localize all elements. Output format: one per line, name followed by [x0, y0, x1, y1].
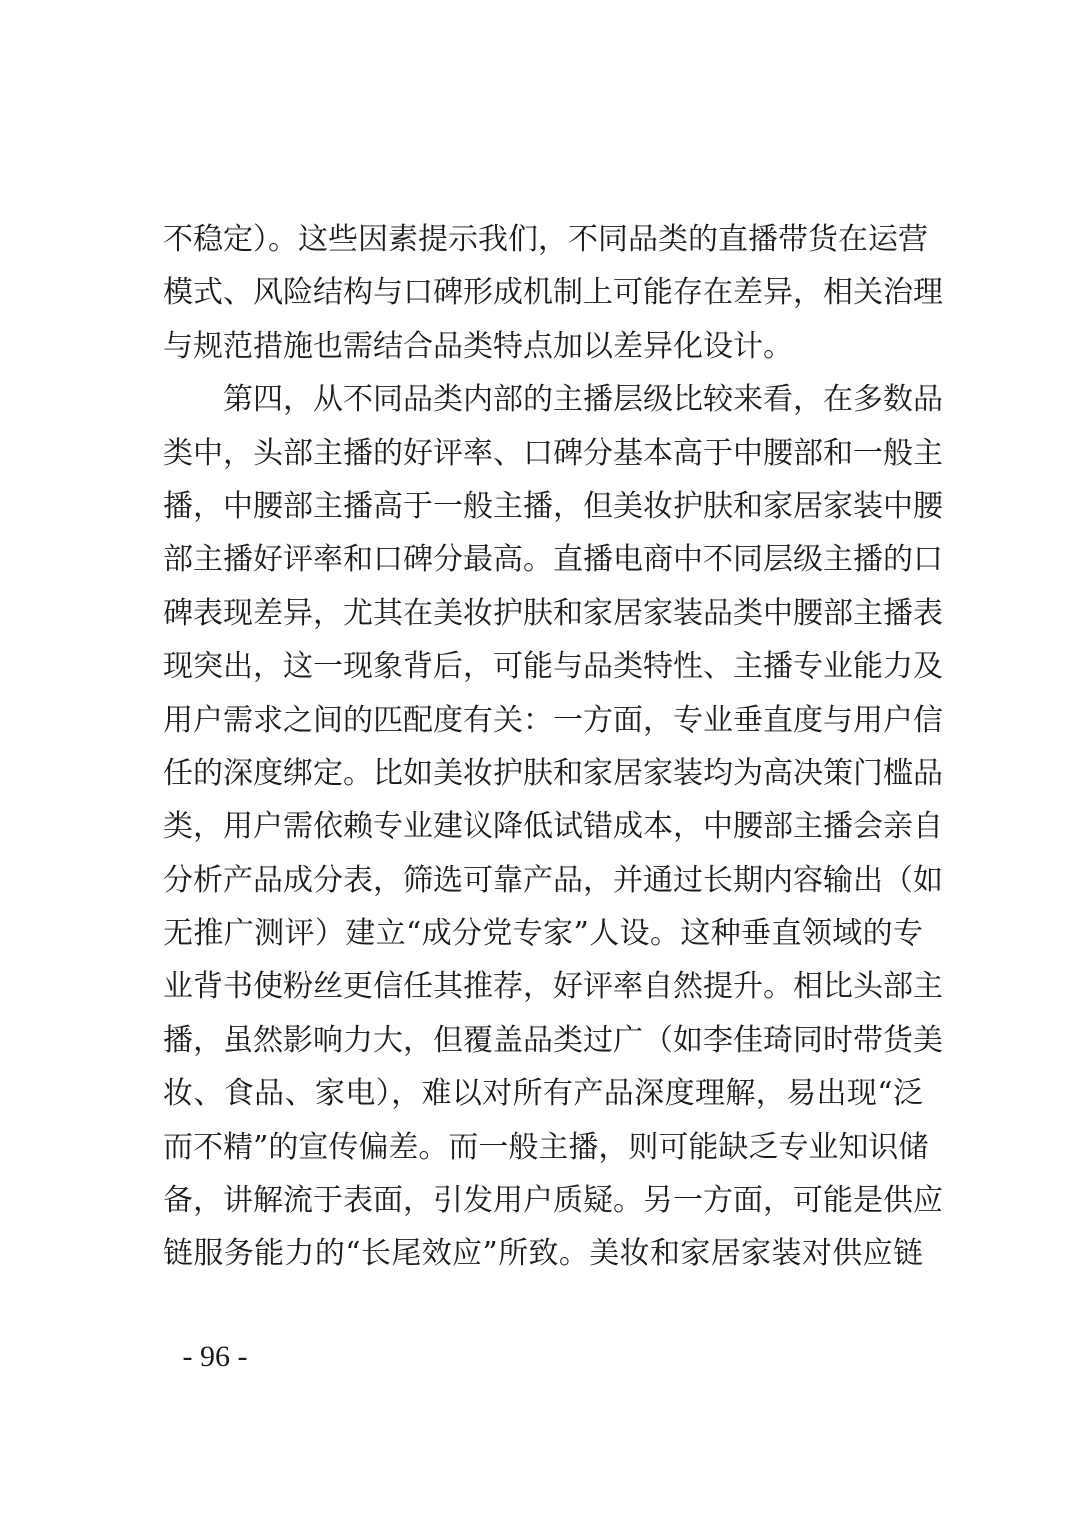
text-line: 第四，从不同品类内部的主播层级比较来看，在多数品	[223, 382, 943, 418]
body-text	[163, 213, 943, 1334]
text-line: 分析产品成分表，筛选可靠产品，并通过长期内容输出（如	[163, 862, 943, 898]
text-line: 碑表现差异，尤其在美妆护肤和家居家装品类中腰部主播表	[163, 595, 943, 631]
paragraph	[163, 373, 943, 1334]
paragraph	[163, 213, 943, 373]
text-line: 业背书使粉丝更信任其推荐，好评率自然提升。相比头部主	[163, 969, 943, 1005]
text-line: 无推广测评）建立“成分党专家”人设。这种垂直领域的专	[163, 916, 923, 952]
text-line: 与规范措施也需结合品类特点加以差异化设计。	[163, 328, 793, 364]
text-line: 而不精”的宣传偏差。而一般主播，则可能缺乏专业知识储	[163, 1129, 929, 1165]
text-line: 备，讲解流于表面，引发用户质疑。另一方面，可能是供应	[163, 1183, 943, 1219]
text-line: 播，虽然影响力大，但覆盖品类过广（如李佳琦同时带货美	[163, 1022, 943, 1058]
text-line: 用户需求之间的匹配度有关：一方面，专业垂直度与用户信	[163, 702, 943, 738]
page-number: - 96 -	[182, 1340, 248, 1373]
text-line: 任的深度绑定。比如美妆护肤和家居家装均为高决策门槛品	[163, 755, 943, 791]
text-line: 现突出，这一现象背后，可能与品类特性、主播专业能力及	[163, 649, 943, 685]
text-line: 部主播好评率和口碑分最高。直播电商中不同层级主播的口	[163, 542, 943, 578]
text-line	[163, 1281, 923, 1334]
text-line: 模式、风险结构与口碑形成机制上可能存在差异，相关治理	[163, 275, 943, 311]
text-line: 播，中腰部主播高于一般主播，但美妆护肤和家居家装中腰	[163, 488, 943, 524]
text-line: 类中，头部主播的好评率、口碑分基本高于中腰部和一般主	[163, 435, 943, 471]
text-line: 链服务能力的“长尾效应”所致。美妆和家居家装对供应链	[163, 1236, 923, 1272]
text-line: 类，用户需依赖专业建议降低试错成本，中腰部主播会亲自	[163, 809, 943, 845]
text-line: 妆、食品、家电），难以对所有产品深度理解，易出现“泛	[163, 1076, 923, 1112]
text-line: 不稳定）。这些因素提示我们，不同品类的直播带货在运营	[163, 222, 928, 257]
